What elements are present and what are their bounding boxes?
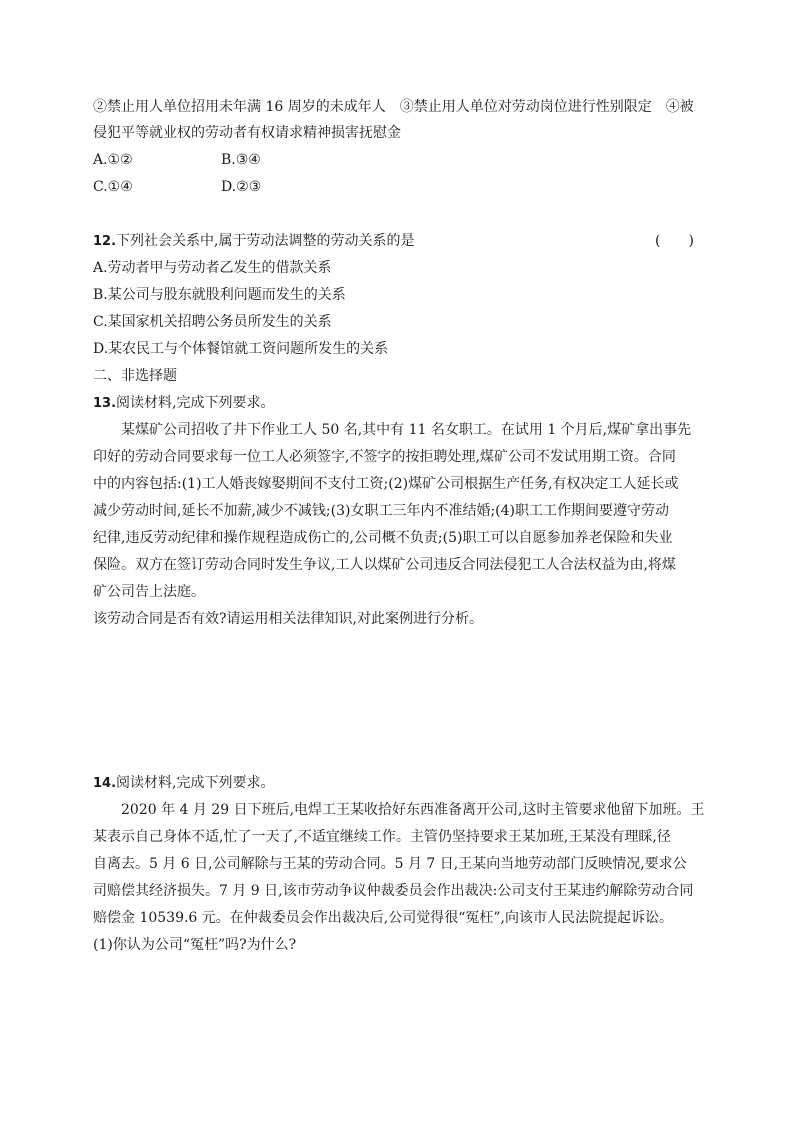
q14-material-line-3: 自离去。5 月 6 日,公司解除与王某的劳动合同。5 月 7 日,王某向当地劳动部门反映情况,要求公	[93, 856, 687, 872]
q11-option-a[interactable]: A.①②	[93, 152, 133, 168]
q14-material-line-4: 司赔偿其经济损失。7 月 9 日,该市劳动争议仲裁委员会作出裁决:公司支付王某违约解除劳动合同	[93, 883, 694, 899]
q11-option-c[interactable]: C.①④	[93, 179, 133, 195]
q14-material-line-1: 2020 年 4 月 29 日下班后,电焊工王某收拾好东西准备离开公司,这时主管要求他留下加班。王	[121, 802, 705, 818]
q11-options-row-1	[93, 151, 493, 169]
q13-material-line-5: 纪律,违反劳动纪律和操作规程造成伤亡的,公司概不负责;(5)职工可以自愿参加养老保险和失业	[93, 530, 673, 546]
q13-material-line-3: 中的内容包括:(1)工人婚丧嫁娶期间不支付工资;(2)煤矿公司根据生产任务,有权决定工人延长或	[93, 476, 679, 492]
q11-option-d[interactable]: D.②③	[221, 179, 262, 195]
q12-answer-blank[interactable]: ( )	[655, 233, 694, 249]
section-title: 二、非选择题	[93, 368, 177, 384]
q13-question: 该劳动合同是否有效?请运用相关法律知识,对此案例进行分析。	[93, 611, 483, 627]
q13-stem	[93, 394, 274, 413]
q14-material-line-5: 赔偿金 10539.6 元。在仲裁委员会作出裁决后,公司觉得很“冤枉”,向该市人民法院提起诉讼。	[93, 910, 674, 926]
q11-statement-line-1: ②禁止用人单位招用未年满 16 周岁的未成年人 ③禁止用人单位对劳动岗位进行性别限定 ④被	[93, 99, 694, 115]
q13-material-line-4: 减少劳动时间,延长不加薪,减少不减钱;(3)女职工三年内不准结婚;(4)职工工作期间要遵守劳动	[93, 503, 669, 519]
q12-stem-text: 下列社会关系中,属于劳动法调整的劳动关系的是	[116, 233, 415, 249]
q12-option-c[interactable]: C.某国家机关招聘公务员所发生的关系	[93, 314, 332, 330]
q11-option-b[interactable]: B.③④	[221, 152, 261, 168]
q12-option-b[interactable]: B.某公司与股东就股利问题而发生的关系	[93, 287, 346, 303]
q14-material-line-2: 某表示自己身体不适,忙了一天了,不适宜继续工作。主管仍坚持要求王某加班,王某没有理睬,径	[93, 829, 671, 845]
q13-stem-text: 阅读材料,完成下列要求。	[116, 395, 275, 411]
q14-stem-text: 阅读材料,完成下列要求。	[116, 775, 275, 791]
q12-option-d[interactable]: D.某农民工与个体餐馆就工资问题所发生的关系	[93, 341, 389, 357]
q14-subquestion-1: (1)你认为公司“冤枉”吗?为什么?	[93, 937, 297, 953]
q13-number: 13.	[93, 396, 117, 411]
q14-number: 14.	[93, 776, 117, 791]
q12-stem	[93, 232, 414, 251]
q12-number: 12.	[93, 234, 117, 249]
q13-material-line-1: 某煤矿公司招收了井下作业工人 50 名,其中有 11 名女职工。在试用 1 个月后,煤矿拿出事先	[121, 422, 692, 438]
q11-statement-line-2: 侵犯平等就业权的劳动者有权请求精神损害抚慰金	[93, 125, 401, 141]
q13-material-line-6: 保险。双方在签订劳动合同时发生争议,工人以煤矿公司违反合同法侵犯工人合法权益为由,将煤	[93, 557, 676, 573]
q13-material-line-7: 矿公司告上法庭。	[93, 584, 205, 600]
q12-option-a[interactable]: A.劳动者甲与劳动者乙发生的借款关系	[93, 260, 332, 276]
q11-options-row-2	[93, 178, 493, 196]
q14-stem	[93, 774, 274, 793]
q13-material-line-2: 印好的劳动合同要求每一位工人必须签字,不签字的按拒聘处理,煤矿公司不发试用期工资。合同	[93, 449, 676, 465]
